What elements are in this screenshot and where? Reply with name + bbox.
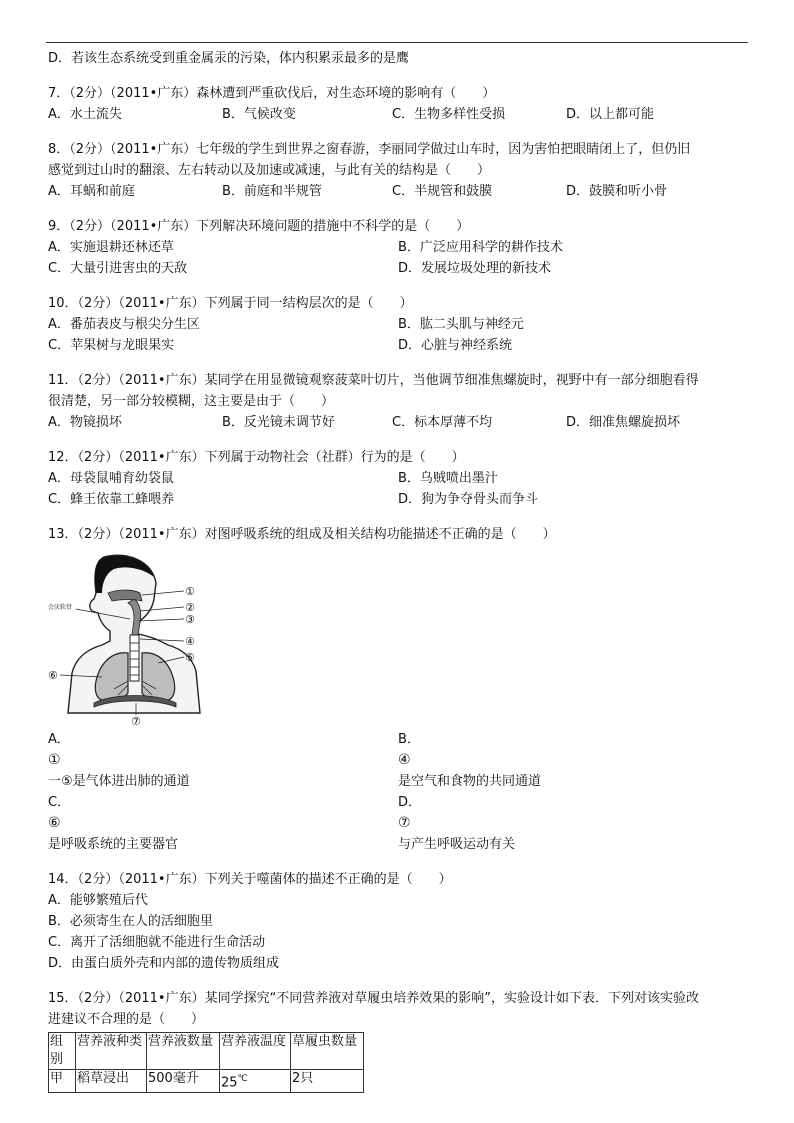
label-1: ① — [185, 585, 195, 598]
question-15 — [48, 988, 748, 1093]
q14-option-d[interactable]: D．由蛋白质外壳和内部的遗传物质组成 — [48, 956, 280, 971]
q10-option-b[interactable]: B．肱二头肌与神经元 — [398, 317, 524, 332]
cell-type: 稻草浸出 — [76, 1070, 147, 1093]
table-header-row — [49, 1033, 364, 1070]
question-15-stem-line-2: 进建议不合理的是（ ） — [48, 1012, 205, 1027]
q7-option-b[interactable]: B．气候改变 — [222, 107, 296, 122]
question-15-stem-line-1: 15．（2分）（2011•广东）某同学探究“不同营养液对草履虫培养效果的影响”，实验设计如下表．下列对该实验改 — [48, 991, 700, 1006]
q13-option-c-text: 是呼吸系统的主要器官 — [48, 837, 179, 852]
question-10-options-row-1 — [48, 314, 748, 335]
question-9-options-row-1 — [48, 237, 748, 258]
q9-option-d[interactable]: D．发展垃圾处理的新技术 — [398, 261, 552, 276]
question-7-stem: 7．（2分）（2011•广东）森林遭到严重砍伐后，对生态环境的影响有（ ） — [48, 86, 496, 101]
prev-question-option-d: D．若该生态系统受到重金属汞的污染，体内积累汞最多的是鹰 — [48, 51, 410, 66]
q13-option-b-prefix: B． — [398, 732, 420, 747]
nasal-cavity — [108, 590, 142, 601]
label-6: ⑥ — [48, 669, 58, 682]
q11-option-c[interactable]: C．标本厚薄不均 — [392, 415, 493, 430]
question-14 — [48, 869, 748, 974]
q13-option-c[interactable] — [48, 792, 398, 855]
cell-temperature-value: 25 — [221, 1075, 238, 1091]
cell-count: 2只 — [291, 1070, 364, 1093]
q13-option-c-prefix: C． — [48, 795, 71, 810]
question-8-options — [48, 181, 748, 202]
header-group: 组别 — [49, 1033, 76, 1070]
header-temperature: 营养液温度 — [220, 1033, 291, 1070]
question-9 — [48, 216, 748, 279]
q10-option-c[interactable]: C．苹果树与龙眼果实 — [48, 338, 175, 353]
q10-option-a[interactable]: A．番茄表皮与根尖分生区 — [48, 317, 200, 332]
cell-temperature — [220, 1070, 291, 1093]
cell-group: 甲 — [49, 1070, 76, 1093]
question-8 — [48, 139, 748, 202]
question-11 — [48, 370, 748, 433]
header-type: 营养液种类 — [76, 1033, 147, 1070]
question-7 — [48, 83, 748, 125]
q12-option-a[interactable]: A．母袋鼠哺育幼袋鼠 — [48, 471, 174, 486]
question-9-options-row-2 — [48, 258, 748, 279]
q13-option-a[interactable] — [48, 729, 398, 792]
q13-option-a-mark: ① — [48, 752, 61, 768]
q14-option-a[interactable]: A．能够繁殖后代 — [48, 893, 148, 908]
label-3: ③ — [185, 613, 195, 626]
question-13 — [48, 524, 748, 855]
q13-option-d-prefix: D． — [398, 795, 422, 810]
q11-option-a[interactable]: A．物镜损坏 — [48, 415, 122, 430]
question-12-options-row-1 — [48, 468, 748, 489]
q8-option-b[interactable]: B．前庭和半规管 — [222, 184, 322, 199]
q13-option-c-mark: ⑥ — [48, 815, 61, 831]
question-9-stem: 9．（2分）（2011•广东）下列解决环境问题的措施中不科学的是（ ） — [48, 219, 470, 234]
experiment-table — [48, 1032, 364, 1093]
table-row — [49, 1070, 364, 1093]
question-10-stem: 10．（2分）（2011•广东）下列属于同一结构层次的是（ ） — [48, 296, 413, 311]
q13-option-d[interactable] — [398, 792, 748, 855]
q12-option-c[interactable]: C．蜂王依靠工蜂喂养 — [48, 492, 175, 507]
q11-option-b[interactable]: B．反光镜未调节好 — [222, 415, 335, 430]
q7-option-a[interactable]: A．水土流失 — [48, 107, 122, 122]
question-12-options-row-2 — [48, 489, 748, 510]
q12-option-b[interactable]: B．乌贼喷出墨汁 — [398, 471, 498, 486]
question-12-stem: 12．（2分）（2011•广东）下列属于动物社会（社群）行为的是（ ） — [48, 450, 465, 465]
question-10-options-row-2 — [48, 335, 748, 356]
label-2: ② — [185, 601, 195, 614]
question-8-stem-line-1: 8．（2分）（2011•广东）七年级的学生到世界之窗春游，李丽同学做过山车时，因为害怕把眼睛闭上了，但仍旧 — [48, 142, 691, 157]
q9-option-a[interactable]: A．实施退耕还林还草 — [48, 240, 174, 255]
q13-option-d-text: 与产生呼吸运动有关 — [398, 837, 516, 852]
question-14-stem: 14．（2分）（2011•广东）下列关于噬菌体的描述不正确的是（ ） — [48, 872, 452, 887]
label-epiglottis: 会厌软骨 — [48, 604, 73, 611]
label-5: ⑤ — [185, 651, 195, 664]
q7-option-d[interactable]: D．以上都可能 — [566, 107, 655, 122]
q9-option-c[interactable]: C．大量引进害虫的天敌 — [48, 261, 188, 276]
respiratory-system-figure — [48, 553, 218, 725]
q13-option-a-text: 一⑤是气体进出肺的通道 — [48, 774, 190, 789]
question-11-options — [48, 412, 748, 433]
question-8-stem-line-2: 感觉到过山时的翻滚、左右转动以及加速或减速，与此有关的结构是（ ） — [48, 163, 491, 178]
question-10 — [48, 293, 748, 356]
question-7-options — [48, 104, 748, 125]
q12-option-d[interactable]: D．狗为争夺骨头而争斗 — [398, 492, 539, 507]
trachea — [130, 635, 139, 681]
question-13-stem: 13．（2分）（2011•广东）对图呼吸系统的组成及相关结构功能描述不正确的是（ ） — [48, 527, 556, 542]
question-11-stem-line-2: 很清楚，另一部分较模糊，这主要是由于（ ） — [48, 394, 335, 409]
label-4: ④ — [185, 635, 195, 648]
q13-option-d-mark: ⑦ — [398, 815, 411, 831]
question-12 — [48, 447, 748, 510]
q8-option-a[interactable]: A．耳蜗和前庭 — [48, 184, 135, 199]
q7-option-c[interactable]: C．生物多样性受损 — [392, 107, 506, 122]
q13-option-a-prefix: A． — [48, 732, 70, 747]
header-amount: 营养液数量 — [147, 1033, 220, 1070]
q8-option-d[interactable]: D．鼓膜和听小骨 — [566, 184, 668, 199]
header-count: 草履虫数量 — [291, 1033, 364, 1070]
question-13-options-row-1 — [48, 729, 748, 792]
q13-option-b-text: 是空气和食物的共同通道 — [398, 774, 542, 789]
cell-amount: 500毫升 — [147, 1070, 220, 1093]
q8-option-c[interactable]: C．半规管和鼓膜 — [392, 184, 493, 199]
q9-option-b[interactable]: B．广泛应用科学的耕作技术 — [398, 240, 563, 255]
q11-option-d[interactable]: D．细准焦螺旋损坏 — [566, 415, 681, 430]
label-7: ⑦ — [131, 715, 141, 725]
cell-temperature-unit: ℃ — [237, 1074, 248, 1084]
q14-option-b[interactable]: B．必须寄生在人的活细胞里 — [48, 914, 213, 929]
q14-option-c[interactable]: C．离开了活细胞就不能进行生命活动 — [48, 935, 266, 950]
question-11-stem-line-1: 11．（2分）（2011•广东）某同学在用显微镜观察菠菜叶切片，当他调节细准焦螺旋时，视野中有一部分细胞看得 — [48, 373, 699, 388]
question-13-options-row-2 — [48, 792, 748, 855]
q13-option-b[interactable] — [398, 729, 748, 792]
q10-option-d[interactable]: D．心脏与神经系统 — [398, 338, 513, 353]
q13-option-b-mark: ④ — [398, 752, 411, 768]
exam-page — [48, 48, 748, 1093]
header-rule — [46, 42, 748, 43]
